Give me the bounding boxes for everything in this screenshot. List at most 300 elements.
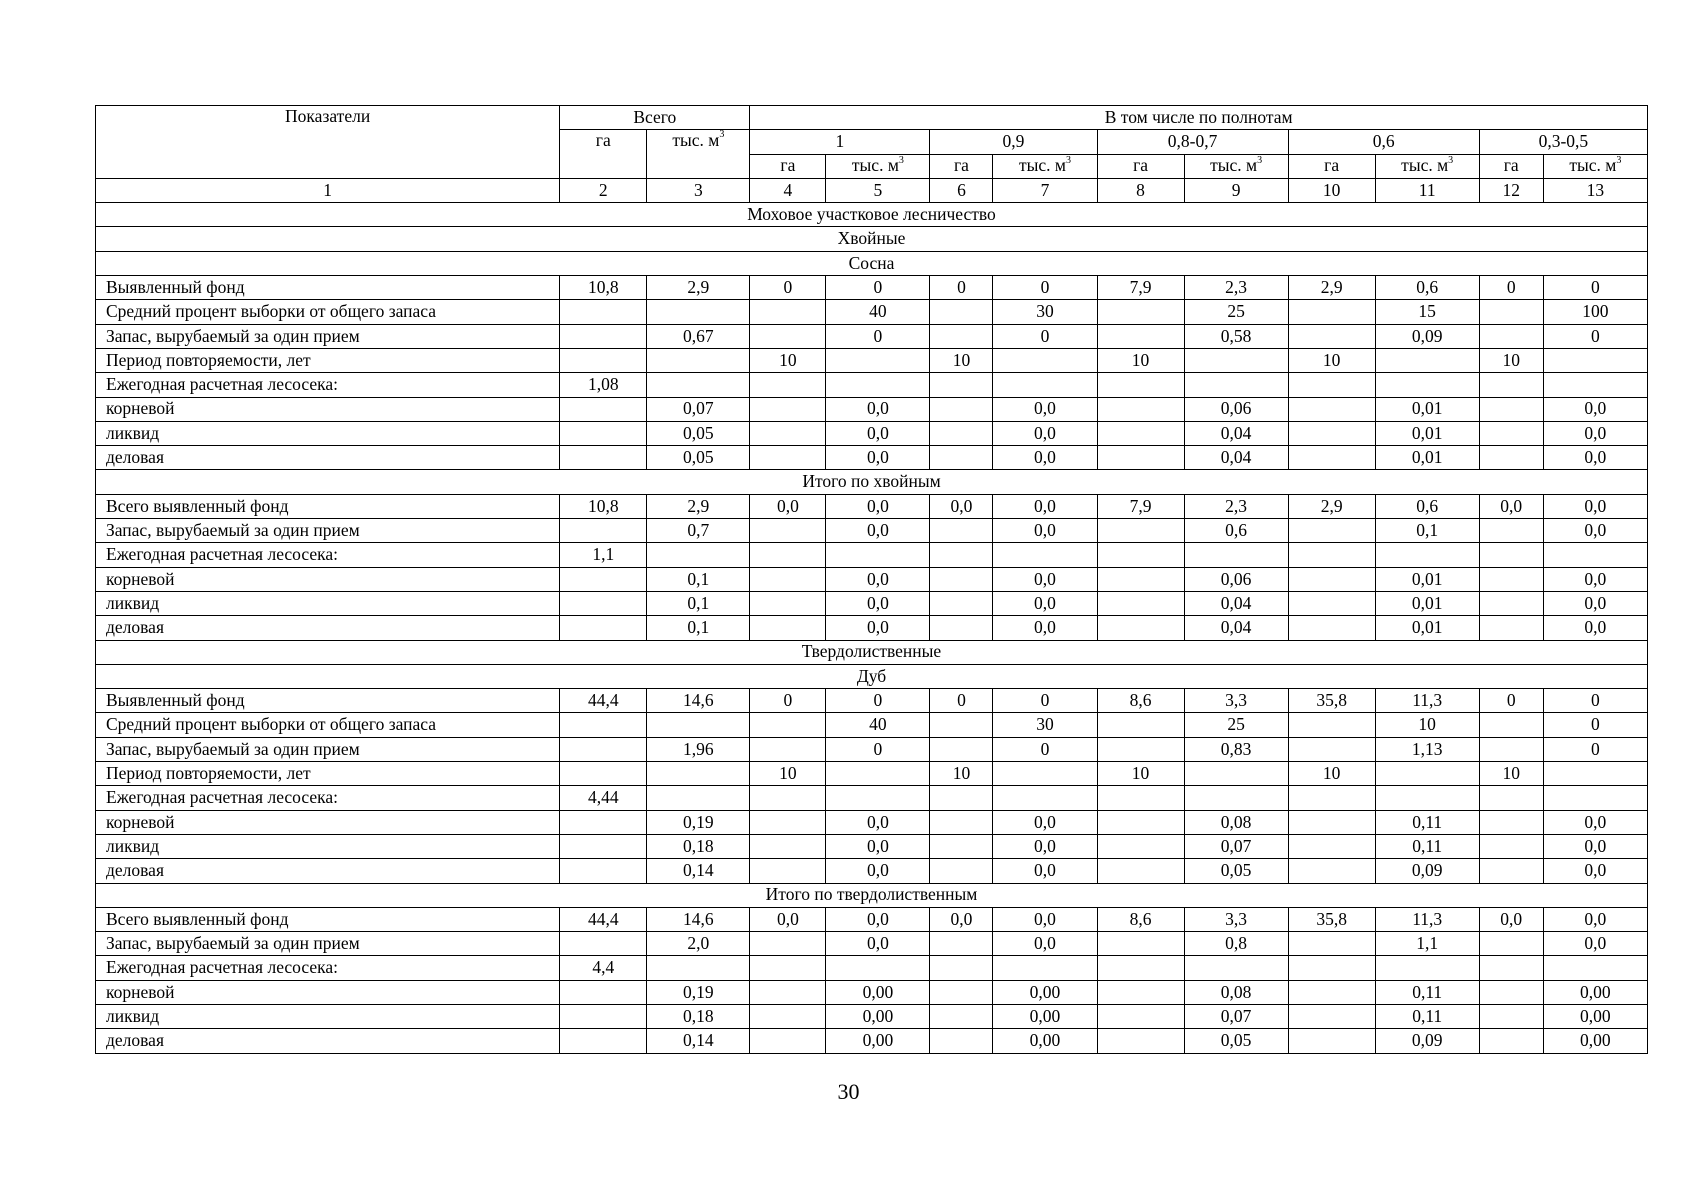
row-label: Период повторяемости, лет — [96, 762, 560, 786]
table-row — [96, 567, 1648, 591]
table-cell — [993, 786, 1097, 810]
table-cell: 0,0 — [826, 859, 930, 883]
table-cell — [1288, 324, 1375, 348]
by-density-header: В том числе по полнотам — [750, 106, 1648, 130]
table-cell: 0,0 — [1543, 859, 1647, 883]
table-cell — [930, 786, 993, 810]
table-cell: 0,04 — [1184, 591, 1288, 615]
column-number: 9 — [1184, 178, 1288, 202]
table-cell: 0,0 — [993, 810, 1097, 834]
table-cell: 15 — [1375, 300, 1479, 324]
table-cell: 10 — [1097, 762, 1184, 786]
row-label: ликвид — [96, 591, 560, 615]
table-row — [96, 737, 1648, 761]
section-title: Твердолиственные — [96, 640, 1648, 664]
table-cell: 0,0 — [826, 591, 930, 615]
table-cell: 0,00 — [1543, 1004, 1647, 1028]
table-cell — [1184, 373, 1288, 397]
table-cell — [826, 543, 930, 567]
table-cell: 0 — [826, 689, 930, 713]
table-cell — [1097, 713, 1184, 737]
table-cell — [560, 834, 647, 858]
density-ha-header: га — [1097, 154, 1184, 178]
table-cell: 0,01 — [1375, 591, 1479, 615]
section-title: Итого по твердолиственным — [96, 883, 1648, 907]
row-label: Выявленный фонд — [96, 689, 560, 713]
table-row — [96, 276, 1648, 300]
section-title: Хвойные — [96, 227, 1648, 251]
table-cell — [1543, 956, 1647, 980]
table-cell: 10 — [1288, 762, 1375, 786]
section-row — [96, 883, 1648, 907]
table-cell: 0,0 — [993, 421, 1097, 445]
row-label: ликвид — [96, 834, 560, 858]
density-ha-header: га — [750, 154, 826, 178]
density-volume-header: тыс. $м^3$ — [993, 154, 1097, 178]
table-cell — [750, 834, 826, 858]
table-cell — [750, 421, 826, 445]
section-row — [96, 251, 1648, 275]
table-cell — [930, 932, 993, 956]
table-cell — [1288, 519, 1375, 543]
table-cell — [750, 713, 826, 737]
table-cell: 0,83 — [1184, 737, 1288, 761]
table-cell: 0,0 — [1543, 567, 1647, 591]
table-cell — [930, 324, 993, 348]
table-cell — [1375, 956, 1479, 980]
section-title: Итого по хвойным — [96, 470, 1648, 494]
table-cell — [750, 591, 826, 615]
row-label: деловая — [96, 616, 560, 640]
indicators-header: Показатели — [96, 106, 560, 179]
table-cell — [930, 834, 993, 858]
row-label: Всего выявленный фонд — [96, 907, 560, 931]
table-cell: 0 — [930, 276, 993, 300]
row-label: Запас, вырубаемый за один прием — [96, 324, 560, 348]
table-row — [96, 494, 1648, 518]
table-cell: 1,13 — [1375, 737, 1479, 761]
table-cell: 0,00 — [826, 1029, 930, 1053]
table-cell: 4,44 — [560, 786, 647, 810]
table-row — [96, 446, 1648, 470]
table-cell — [1097, 543, 1184, 567]
table-cell — [1479, 859, 1543, 883]
table-cell: 0,0 — [993, 567, 1097, 591]
table-cell: 0 — [826, 324, 930, 348]
table-cell: 0,0 — [1543, 519, 1647, 543]
density-header-5: 0,3-0,5 — [1479, 130, 1647, 154]
table-cell: 0,19 — [647, 980, 750, 1004]
table-cell — [1097, 1004, 1184, 1028]
table-cell: 0,0 — [930, 494, 993, 518]
table-cell — [1479, 300, 1543, 324]
table-cell — [993, 762, 1097, 786]
table-cell: 40 — [826, 300, 930, 324]
table-cell: 0,0 — [1543, 591, 1647, 615]
table-cell — [1184, 543, 1288, 567]
table-cell — [1543, 762, 1647, 786]
table-cell — [1479, 543, 1543, 567]
table-cell: 3,3 — [1184, 907, 1288, 931]
table-cell — [750, 932, 826, 956]
row-label: Запас, вырубаемый за один прием — [96, 519, 560, 543]
table-cell: 30 — [993, 300, 1097, 324]
table-cell: 0,0 — [750, 494, 826, 518]
table-cell — [930, 421, 993, 445]
table-cell: 2,9 — [1288, 494, 1375, 518]
table-row — [96, 713, 1648, 737]
table-cell: 0,6 — [1375, 494, 1479, 518]
table-row — [96, 810, 1648, 834]
column-number: 6 — [930, 178, 993, 202]
header-row-1 — [96, 106, 1648, 130]
table-cell: 0,00 — [1543, 1029, 1647, 1053]
table-cell: 0,06 — [1184, 567, 1288, 591]
table-cell — [647, 543, 750, 567]
table-cell: 0,0 — [826, 907, 930, 931]
page-number: 30 — [837, 1079, 860, 1104]
table-cell: 10 — [1479, 762, 1543, 786]
table-cell: 0,06 — [1184, 397, 1288, 421]
table-cell: 10 — [930, 348, 993, 372]
table-cell: 0,0 — [1543, 446, 1647, 470]
table-cell: 2,3 — [1184, 494, 1288, 518]
table-cell — [750, 446, 826, 470]
table-cell: 1,1 — [560, 543, 647, 567]
table-cell: 0,0 — [826, 932, 930, 956]
table-cell: 0,8 — [1184, 932, 1288, 956]
table-cell — [1479, 519, 1543, 543]
table-cell — [930, 810, 993, 834]
table-cell: 0,11 — [1375, 1004, 1479, 1028]
table-cell: 0,0 — [826, 834, 930, 858]
table-cell — [1479, 616, 1543, 640]
table-cell — [1543, 543, 1647, 567]
table-cell — [1288, 591, 1375, 615]
table-row — [96, 348, 1648, 372]
section-title: Моховое участковое лесничество — [96, 203, 1648, 227]
table-cell: 0,0 — [1543, 616, 1647, 640]
table-cell — [1288, 1004, 1375, 1028]
table-cell — [1097, 810, 1184, 834]
table-cell — [930, 373, 993, 397]
table-cell — [560, 737, 647, 761]
table-cell — [930, 543, 993, 567]
table-cell — [1479, 737, 1543, 761]
table-cell — [750, 397, 826, 421]
table-cell — [826, 373, 930, 397]
table-cell — [560, 616, 647, 640]
table-cell — [1479, 956, 1543, 980]
table-cell: 0 — [1543, 276, 1647, 300]
table-cell — [1543, 373, 1647, 397]
table-cell: 8,6 — [1097, 907, 1184, 931]
table-cell — [560, 762, 647, 786]
column-number-row — [96, 178, 1648, 202]
table-cell: 40 — [826, 713, 930, 737]
table-cell: 0,0 — [826, 446, 930, 470]
density-volume-header: тыс. $м^3$ — [1543, 154, 1647, 178]
table-cell: 0,0 — [750, 907, 826, 931]
column-number: 5 — [826, 178, 930, 202]
table-row — [96, 591, 1648, 615]
table-cell: 7,9 — [1097, 276, 1184, 300]
table-cell — [1479, 373, 1543, 397]
table-cell — [1479, 421, 1543, 445]
row-label: Всего выявленный фонд — [96, 494, 560, 518]
table-cell — [560, 446, 647, 470]
table-cell: 0,01 — [1375, 616, 1479, 640]
table-cell: 4,4 — [560, 956, 647, 980]
table-cell: 0,04 — [1184, 616, 1288, 640]
table-cell: 0,0 — [1543, 421, 1647, 445]
table-cell — [750, 1004, 826, 1028]
table-cell — [560, 519, 647, 543]
table-cell — [560, 567, 647, 591]
table-cell — [1288, 373, 1375, 397]
table-cell: 0,0 — [1543, 907, 1647, 931]
row-label: корневой — [96, 980, 560, 1004]
table-cell — [750, 373, 826, 397]
table-row — [96, 616, 1648, 640]
table-cell — [1288, 859, 1375, 883]
table-cell: 0,1 — [1375, 519, 1479, 543]
table-cell: 10 — [750, 762, 826, 786]
table-cell: 0,05 — [647, 446, 750, 470]
row-label: Средний процент выборки от общего запаса — [96, 300, 560, 324]
table-cell — [1288, 300, 1375, 324]
table-cell: 0,0 — [1479, 494, 1543, 518]
table-cell: 0,00 — [1543, 980, 1647, 1004]
table-cell: 0 — [1543, 689, 1647, 713]
table-cell: 0,09 — [1375, 324, 1479, 348]
table-cell — [930, 956, 993, 980]
table-cell — [560, 591, 647, 615]
table-cell — [1288, 956, 1375, 980]
table-cell — [930, 980, 993, 1004]
table-cell: 0,05 — [1184, 859, 1288, 883]
table-cell: 0,0 — [826, 397, 930, 421]
table-cell: 0,08 — [1184, 810, 1288, 834]
table-row — [96, 421, 1648, 445]
table-cell: 0 — [826, 737, 930, 761]
table-cell — [1097, 324, 1184, 348]
table-cell: 0,00 — [826, 980, 930, 1004]
table-cell: 0,00 — [993, 1004, 1097, 1028]
total-ha-header: га — [560, 130, 647, 179]
table-cell — [1288, 932, 1375, 956]
table-cell — [1479, 324, 1543, 348]
table-cell — [993, 348, 1097, 372]
density-ha-header: га — [930, 154, 993, 178]
table-cell — [1097, 737, 1184, 761]
table-row — [96, 762, 1648, 786]
table-cell: 2,3 — [1184, 276, 1288, 300]
table-cell: 2,9 — [1288, 276, 1375, 300]
table-cell: 30 — [993, 713, 1097, 737]
table-cell: 0,0 — [993, 446, 1097, 470]
table-cell — [1288, 786, 1375, 810]
table-cell — [1097, 932, 1184, 956]
table-cell: 0,0 — [1543, 810, 1647, 834]
table-cell — [1479, 713, 1543, 737]
density-ha-header: га — [1479, 154, 1543, 178]
table-cell: 0,18 — [647, 1004, 750, 1028]
table-cell — [1479, 786, 1543, 810]
column-number: 11 — [1375, 178, 1479, 202]
table-cell — [1543, 348, 1647, 372]
table-cell — [1479, 397, 1543, 421]
table-row — [96, 1004, 1648, 1028]
table-cell: 10,8 — [560, 494, 647, 518]
table-cell — [1184, 786, 1288, 810]
table-cell: 10 — [1479, 348, 1543, 372]
section-row — [96, 640, 1648, 664]
column-number: 13 — [1543, 178, 1647, 202]
row-label: Ежегодная расчетная лесосека: — [96, 373, 560, 397]
table-cell — [647, 348, 750, 372]
table-row — [96, 300, 1648, 324]
total-volume-header: тыс. $м^3$ — [647, 130, 750, 179]
table-cell — [647, 373, 750, 397]
column-number: 8 — [1097, 178, 1184, 202]
table-cell — [560, 421, 647, 445]
table-cell — [647, 956, 750, 980]
table-cell — [560, 859, 647, 883]
table-cell — [750, 956, 826, 980]
table-cell: 0 — [1479, 689, 1543, 713]
table-cell: 0,00 — [826, 1004, 930, 1028]
table-cell: 0,07 — [647, 397, 750, 421]
table-cell — [1479, 980, 1543, 1004]
row-label: ликвид — [96, 1004, 560, 1028]
table-row — [96, 834, 1648, 858]
table-cell — [826, 956, 930, 980]
table-cell: 10 — [1097, 348, 1184, 372]
table-cell: 0,0 — [826, 810, 930, 834]
density-volume-header: тыс. $м^3$ — [1375, 154, 1479, 178]
table-cell: 0,1 — [647, 591, 750, 615]
table-cell: 0 — [993, 737, 1097, 761]
table-cell: 0,6 — [1184, 519, 1288, 543]
table-cell: 0 — [1543, 713, 1647, 737]
table-row — [96, 980, 1648, 1004]
column-number: 1 — [96, 178, 560, 202]
table-cell — [560, 348, 647, 372]
table-cell — [1097, 300, 1184, 324]
table-cell — [750, 543, 826, 567]
table-cell — [1479, 834, 1543, 858]
table-row — [96, 689, 1648, 713]
table-cell: 8,6 — [1097, 689, 1184, 713]
table-cell: 0,0 — [826, 494, 930, 518]
table-cell: 0 — [930, 689, 993, 713]
table-cell — [750, 519, 826, 543]
table-row — [96, 519, 1648, 543]
row-label: деловая — [96, 446, 560, 470]
table-cell: 10 — [1375, 713, 1479, 737]
density-header-3: 0,8-0,7 — [1097, 130, 1288, 154]
table-cell — [1375, 786, 1479, 810]
table-cell: 0,09 — [1375, 859, 1479, 883]
table-cell: 0,04 — [1184, 446, 1288, 470]
table-cell: 0,01 — [1375, 446, 1479, 470]
table-cell — [1097, 373, 1184, 397]
table-cell — [1375, 762, 1479, 786]
table-cell — [560, 713, 647, 737]
table-cell — [560, 810, 647, 834]
table-cell — [993, 956, 1097, 980]
table-cell: 0,00 — [993, 1029, 1097, 1053]
table-cell: 0,1 — [647, 567, 750, 591]
table-cell: 1,08 — [560, 373, 647, 397]
table-cell — [1097, 834, 1184, 858]
table-cell — [1479, 591, 1543, 615]
table-cell — [750, 567, 826, 591]
table-cell: 0,67 — [647, 324, 750, 348]
table-cell — [1184, 956, 1288, 980]
row-label: ликвид — [96, 421, 560, 445]
section-row — [96, 203, 1648, 227]
table-cell — [930, 446, 993, 470]
table-cell: 0,0 — [993, 907, 1097, 931]
table-row — [96, 932, 1648, 956]
table-row — [96, 543, 1648, 567]
table-cell: 0,01 — [1375, 397, 1479, 421]
table-cell — [930, 737, 993, 761]
table-cell — [750, 980, 826, 1004]
table-cell: 0 — [993, 276, 1097, 300]
table-cell: 100 — [1543, 300, 1647, 324]
table-cell — [750, 859, 826, 883]
table-cell — [1097, 956, 1184, 980]
table-cell — [1479, 446, 1543, 470]
table-row — [96, 859, 1648, 883]
table-cell: 0 — [1543, 737, 1647, 761]
table-cell — [1288, 543, 1375, 567]
table-cell: 1,1 — [1375, 932, 1479, 956]
table-cell: 0 — [993, 689, 1097, 713]
table-cell: 0,0 — [993, 859, 1097, 883]
table-cell: 0,14 — [647, 1029, 750, 1053]
table-cell — [930, 713, 993, 737]
table-cell — [1288, 1029, 1375, 1053]
table-cell: 0,0 — [826, 519, 930, 543]
row-label: Ежегодная расчетная лесосека: — [96, 543, 560, 567]
table-cell — [930, 397, 993, 421]
table-cell — [930, 1004, 993, 1028]
table-cell — [647, 762, 750, 786]
table-cell — [647, 713, 750, 737]
row-label: Период повторяемости, лет — [96, 348, 560, 372]
table-cell — [1479, 1029, 1543, 1053]
table-cell — [750, 1029, 826, 1053]
table-cell — [930, 300, 993, 324]
section-title: Сосна — [96, 251, 1648, 275]
table-cell: 0 — [750, 276, 826, 300]
table-cell: 0 — [1543, 324, 1647, 348]
table-cell: 3,3 — [1184, 689, 1288, 713]
table-cell — [1288, 421, 1375, 445]
row-label: Ежегодная расчетная лесосека: — [96, 786, 560, 810]
table-cell: 0,18 — [647, 834, 750, 858]
table-cell: 0,11 — [1375, 980, 1479, 1004]
row-label: Средний процент выборки от общего запаса — [96, 713, 560, 737]
table-cell: 2,9 — [647, 276, 750, 300]
table-cell: 0,0 — [826, 567, 930, 591]
table-cell: 0 — [826, 276, 930, 300]
table-cell — [1543, 786, 1647, 810]
